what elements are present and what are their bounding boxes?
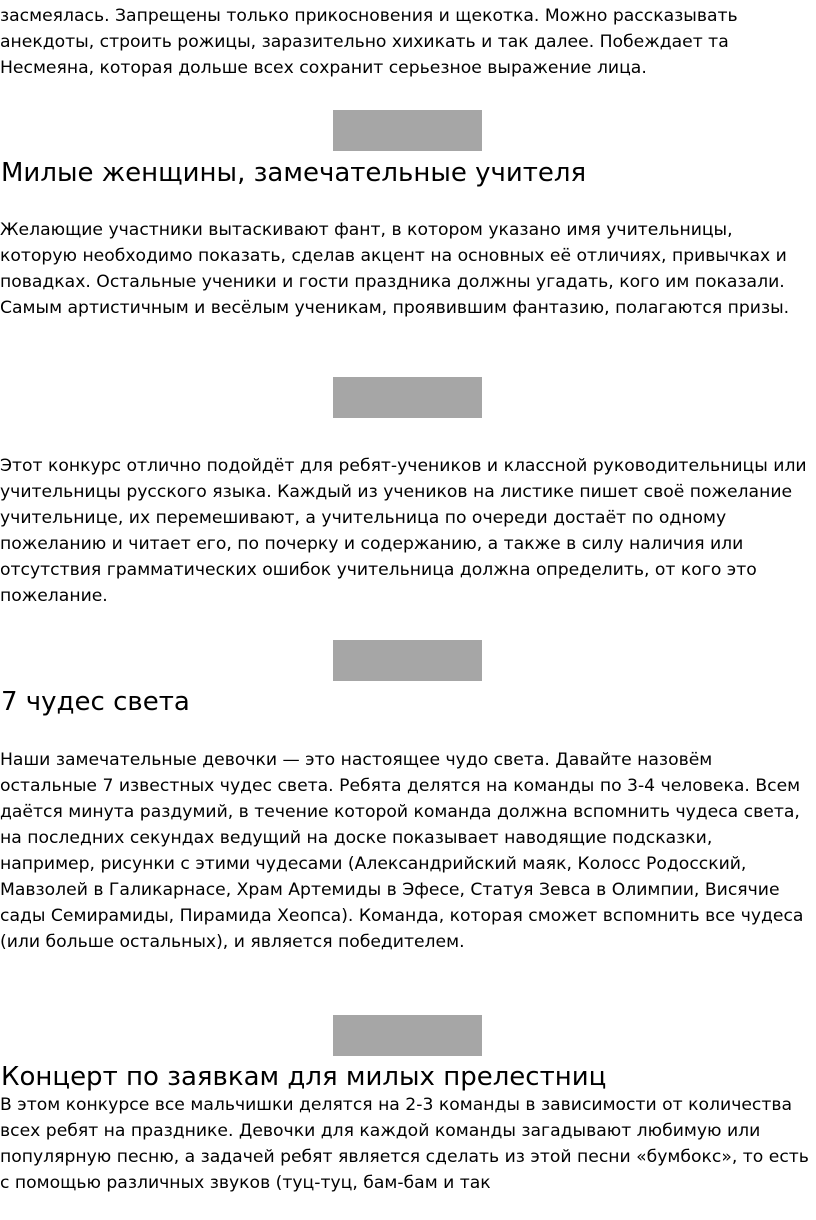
paragraph-teachers: Желающие участники вытаскивают фант, в котором указано имя учительницы, которую необходимо показать, сделав акцент на основных её отличиях, привычках и повадках. Остальные ученики и гости праздника должны угадать, кого им показали. Самым артистичным и весёлым ученикам, проявившим фантазию, полагаются призы.: [0, 220, 790, 318]
image-placeholder-1: [333, 110, 482, 151]
image-placeholder-4: [333, 1015, 482, 1056]
paragraph-wonders: Наши замечательные девочки — это настоящее чудо света. Давайте назовём остальные 7 известных чудес света. Ребята делятся на команды по 3-4 человека. Всем даётся минута раздумий, в течение которой команда должна вспомнить чудеса света, на последних секундах ведущий на доске показывает наводящие подсказки, например, рисунки с этими чудесами (Александрийский маяк, Колосс Родосский, Мавзолей в Галикарнасе, Храм Артемиды в Эфесе, Статуя Зевса в Олимпии, Висячие сады Семирамиды, Пирамида Хеопса). Команда, которая сможет вспомнить все чудеса (или больше остальных), и является победителем.: [0, 750, 804, 952]
paragraph-concert: В этом конкурсе все мальчишки делятся на 2-3 команды в зависимости от количества всех ребят на празднике. Девочки для каждой команды загадывают любимую или популярную песню, а задачей ребят является сделать из этой песни «бумбокс», то есть с помощью различных звуков (туц-туц, бам-бам и так: [0, 1095, 809, 1193]
image-placeholder-3: [333, 640, 482, 681]
heading-concert: Концерт по заявкам для милых прелестниц: [1, 1062, 607, 1092]
image-placeholder-2: [333, 377, 482, 418]
heading-wonders: 7 чудес света: [1, 687, 190, 717]
heading-teachers: Милые женщины, замечательные учителя: [1, 158, 587, 188]
paragraph-wishes: Этот конкурс отлично подойдёт для ребят-учеников и классной руководительницы или учительницы русского языка. Каждый из учеников на листике пишет своё пожелание учительнице, их перемешивают, а учительница по очереди достаёт по одному пожеланию и читает его, по почерку и содержанию, а также в силу наличия или отсутствия грамматических ошибок учительница должна определить, от кого это пожелание.: [0, 456, 807, 606]
paragraph-intro: засмеялась. Запрещены только прикосновения и щекотка. Можно рассказывать анекдоты, строить рожицы, заразительно хихикать и так далее. Побеждает та Несмеяна, которая дольше всех сохранит серьезное выражение лица.: [0, 6, 738, 78]
